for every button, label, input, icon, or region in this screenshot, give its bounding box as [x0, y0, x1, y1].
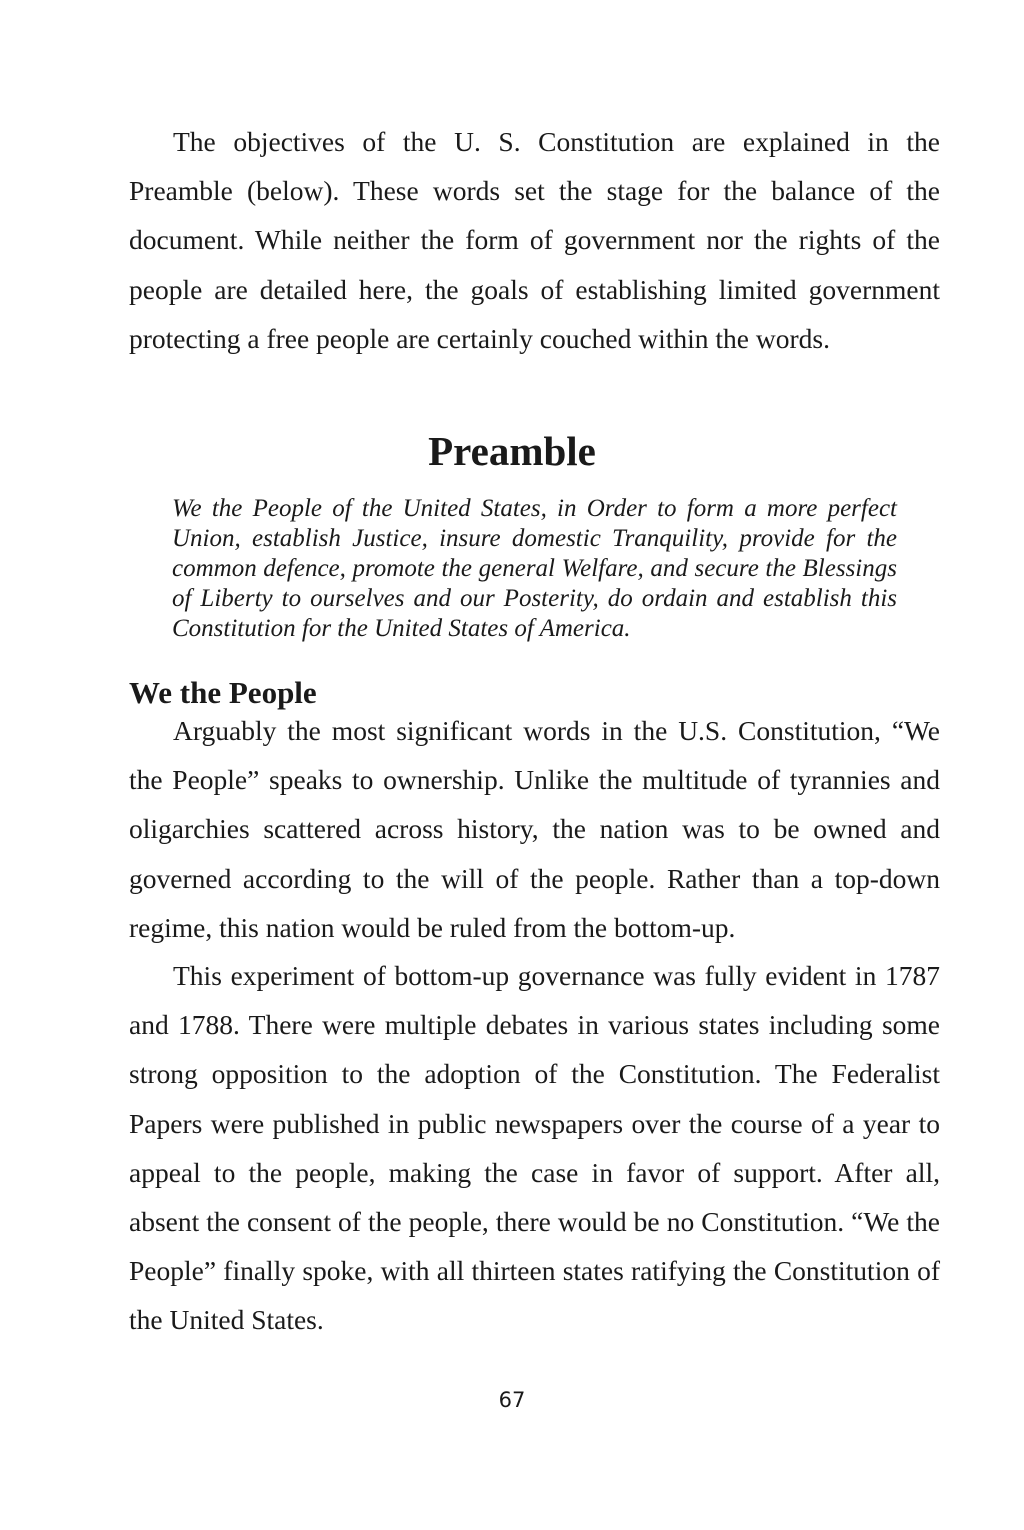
section-paragraph-1: Arguably the most significant words in the U.S. Constitution, “We the People” speaks to ownership. Unlike the multitude of tyrannies and oligarchies scattered across history, the nation was to be owned and governed according to the will of the people. Rather than a top-down regime, this nation would be ruled from the bottom-up.: [129, 715, 940, 943]
preamble-heading: Preamble: [428, 428, 596, 474]
section-paragraph-2: This experiment of bottom-up governance was fully evident in 1787 and 1788. There were multiple debates in various states including some strong opposition to the adoption of the Constitution. The Federalist Papers were published in public newspapers over the course of a year to appeal to the people, making the case in favor of support. After all, absent the consent of the people, there would be no Constitution. “We the People” finally spoke, with all thirteen states ratifying the Constitution of the United States.: [129, 960, 940, 1336]
preamble-quote: We the People of the United States, in Order to form a more perfect Union, establish Justice, insure domestic Tranquility, provide for the common defence, promote the general Welfare, and secure the Blessings of Liberty to ourselves and our Posterity, do ordain and establish this Constitution for the United States of America.: [172, 495, 897, 642]
section-heading-we-the-people: We the People: [129, 675, 317, 710]
page-number: 67: [498, 1388, 526, 1412]
intro-paragraph: The objectives of the U. S. Constitution are explained in the Preamble (below). These words set the stage for the balance of the document. While neither the form of government nor the rights of the people are detailed here, the goals of establishing limited government protecting a free people are certainly couched within the words.: [129, 126, 940, 354]
